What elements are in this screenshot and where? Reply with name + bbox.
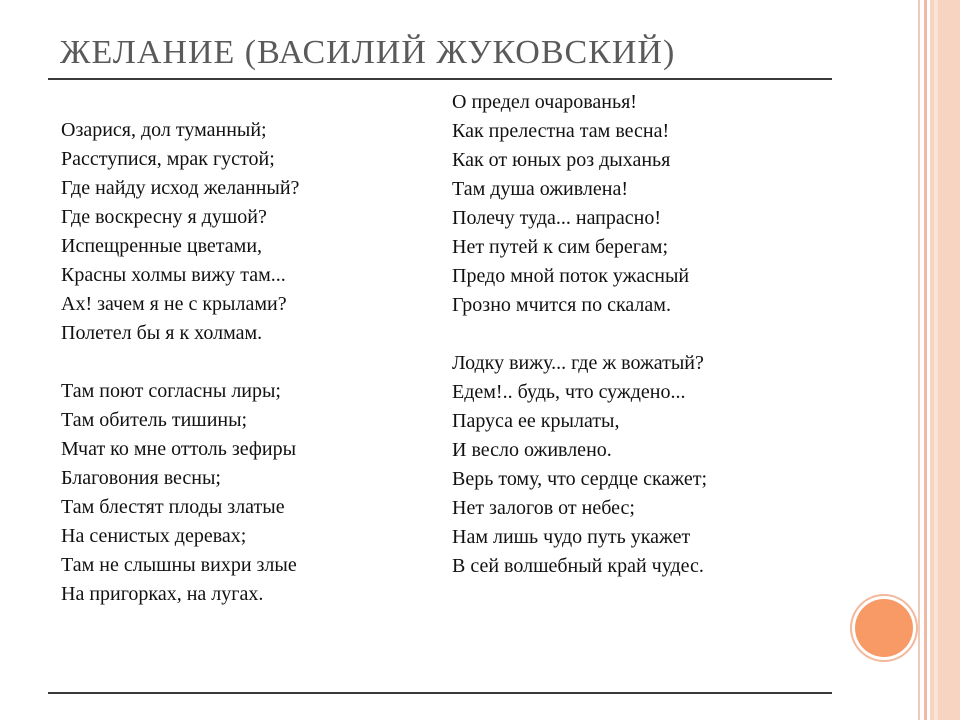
poem-line: И весло оживлено. <box>452 439 612 461</box>
slide-title: ЖЕЛАНИЕ (ВАСИЛИЙ ЖУКОВСКИЙ) <box>60 34 676 71</box>
poem-line: Едем!.. будь, что суждено... <box>452 381 686 403</box>
poem-line: Где найду исход желанный? <box>61 177 300 199</box>
footer-divider <box>48 692 832 694</box>
poem-line: На пригорках, на лугах. <box>61 583 264 605</box>
title-divider <box>48 78 832 80</box>
poem-line: Там блестят плоды златые <box>61 496 285 518</box>
poem-line: Нет залогов от небес; <box>452 497 635 519</box>
decorative-stripe <box>918 0 920 720</box>
poem-line: Озарися, дол туманный; <box>61 119 267 141</box>
poem-line: Как от юных роз дыханья <box>452 149 671 171</box>
poem-right-column <box>452 88 707 581</box>
poem-line: Предо мной поток ужасный <box>452 265 690 287</box>
poem-line: Красны холмы вижу там... <box>61 264 286 286</box>
poem-line: Верь тому, что сердце скажет; <box>452 468 708 490</box>
poem-line: Испещренные цветами, <box>61 235 263 257</box>
decorative-circle <box>855 599 913 657</box>
poem-line: Полечу туда... напрасно! <box>452 207 662 229</box>
poem-line: Нет путей к сим берегам; <box>452 236 668 258</box>
poem-line: Расступися, мрак густой; <box>61 148 275 170</box>
poem-line: Лодку вижу... где ж вожатый? <box>452 352 704 374</box>
poem-line: Как прелестна там весна! <box>452 120 670 142</box>
poem-line: Ах! зачем я не с крылами? <box>61 293 287 315</box>
decorative-stripe <box>924 0 927 720</box>
poem-line: Там душа оживлена! <box>452 178 629 200</box>
poem-line: Мчат ко мне оттоль зефиры <box>61 438 297 460</box>
poem-line: Грозно мчится по скалам. <box>452 294 671 316</box>
stanza-gap <box>452 320 707 349</box>
decorative-stripe <box>934 0 938 720</box>
poem-line: Благовония весны; <box>61 467 221 489</box>
poem-line: Там обитель тишины; <box>61 409 248 431</box>
poem-line: Там не слышны вихри злые <box>61 554 297 576</box>
poem-line: В сей волшебный край чудес. <box>452 555 704 577</box>
poem-line: О предел очарованья! <box>452 91 637 113</box>
poem-line: Полетел бы я к холмам. <box>61 322 263 344</box>
poem-line: На сенистых деревах; <box>61 525 247 547</box>
poem-line: Там поют согласны лиры; <box>61 380 281 402</box>
stanza-gap <box>61 348 299 377</box>
poem-line: Нам лишь чудо путь укажет <box>452 526 691 548</box>
poem-line: Паруса ее крылаты, <box>452 410 620 432</box>
poem-line: Где воскресну я душой? <box>61 206 267 228</box>
poem-left-column <box>61 116 299 609</box>
